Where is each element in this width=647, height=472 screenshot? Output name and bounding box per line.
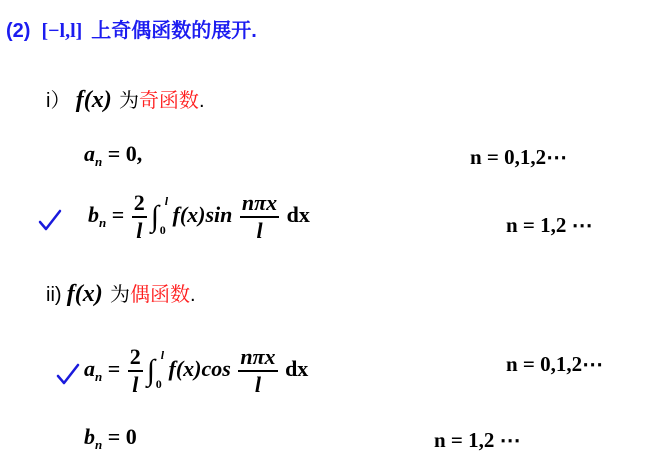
case-even-type: 偶函数: [130, 284, 191, 306]
int-upper: l: [164, 194, 169, 208]
eq-b-even-sub: n: [95, 437, 103, 452]
integrand: f(x)sin: [172, 202, 233, 228]
eq-a-odd: [84, 141, 142, 170]
eq-b-odd-fraction: [132, 192, 147, 242]
section-title: [6, 14, 257, 43]
eq-a-odd-lhs: a: [84, 141, 95, 166]
case-odd-func: f(x): [75, 87, 112, 113]
eq-b-even-rhs: = 0: [107, 424, 137, 449]
eq-b-even: [84, 424, 137, 453]
integrand: f(x)cos: [168, 356, 231, 382]
frac2-den: l: [256, 218, 263, 243]
int-upper: l: [160, 348, 165, 362]
eq-a-even-eq: =: [107, 356, 121, 382]
integral-sign: ∫ l 0: [150, 194, 169, 237]
case-odd-word: 为: [118, 90, 139, 112]
int-lower: 0: [155, 377, 162, 391]
eq-a-even-fraction: [128, 346, 143, 396]
frac-num: 2: [128, 346, 143, 372]
frac2-den: l: [254, 372, 261, 397]
section-number: (2): [6, 20, 31, 42]
case-even-line: [46, 278, 196, 308]
case-even-word: 为: [110, 284, 131, 306]
frac2-num: nπx: [238, 346, 277, 372]
eq-a-even-fraction2: [238, 346, 277, 396]
case-odd-label: i）: [46, 90, 71, 112]
frac2-num: nπx: [240, 192, 279, 218]
eq-a-odd-sub: n: [95, 154, 103, 169]
section-heading-text: 上奇偶函数的展开.: [91, 20, 257, 42]
eq-b-odd-sub: n: [99, 215, 107, 231]
integral-sign: ∫ l 0: [146, 348, 165, 391]
case-odd-type: 奇函数: [138, 90, 199, 112]
frac-den: l: [132, 372, 139, 397]
cond-b-even: n = 1,2 ⋯: [434, 428, 521, 452]
eq-a-even-lhs: a: [84, 356, 95, 382]
eq-b-odd-lhs: b: [88, 202, 99, 228]
eq-b-even-lhs: b: [84, 424, 95, 449]
case-even-func: f(x): [66, 281, 103, 307]
int-lower: 0: [159, 223, 166, 237]
cond-b-odd: n = 1,2 ⋯: [506, 213, 593, 237]
interval: [−l,l]: [41, 20, 83, 42]
case-even-period: .: [190, 284, 196, 306]
check-icon: [56, 363, 80, 385]
dx: dx: [286, 202, 310, 228]
eq-a-odd-rhs: = 0,: [107, 141, 143, 166]
cond-a-odd: n = 0,1,2⋯: [470, 145, 568, 169]
dx: dx: [285, 356, 309, 382]
case-even-label: ii): [46, 284, 62, 306]
frac-num: 2: [132, 192, 147, 218]
check-icon: [38, 209, 62, 231]
frac-den: l: [136, 218, 143, 243]
case-odd-period: .: [198, 90, 205, 112]
eq-a-even: [84, 346, 308, 396]
eq-a-even-sub: n: [95, 369, 103, 385]
cond-a-even: n = 0,1,2⋯: [506, 352, 604, 376]
case-odd-line: [46, 84, 205, 114]
eq-b-odd-eq: =: [111, 202, 125, 228]
eq-b-odd: [88, 192, 310, 242]
eq-b-odd-fraction2: [240, 192, 279, 242]
